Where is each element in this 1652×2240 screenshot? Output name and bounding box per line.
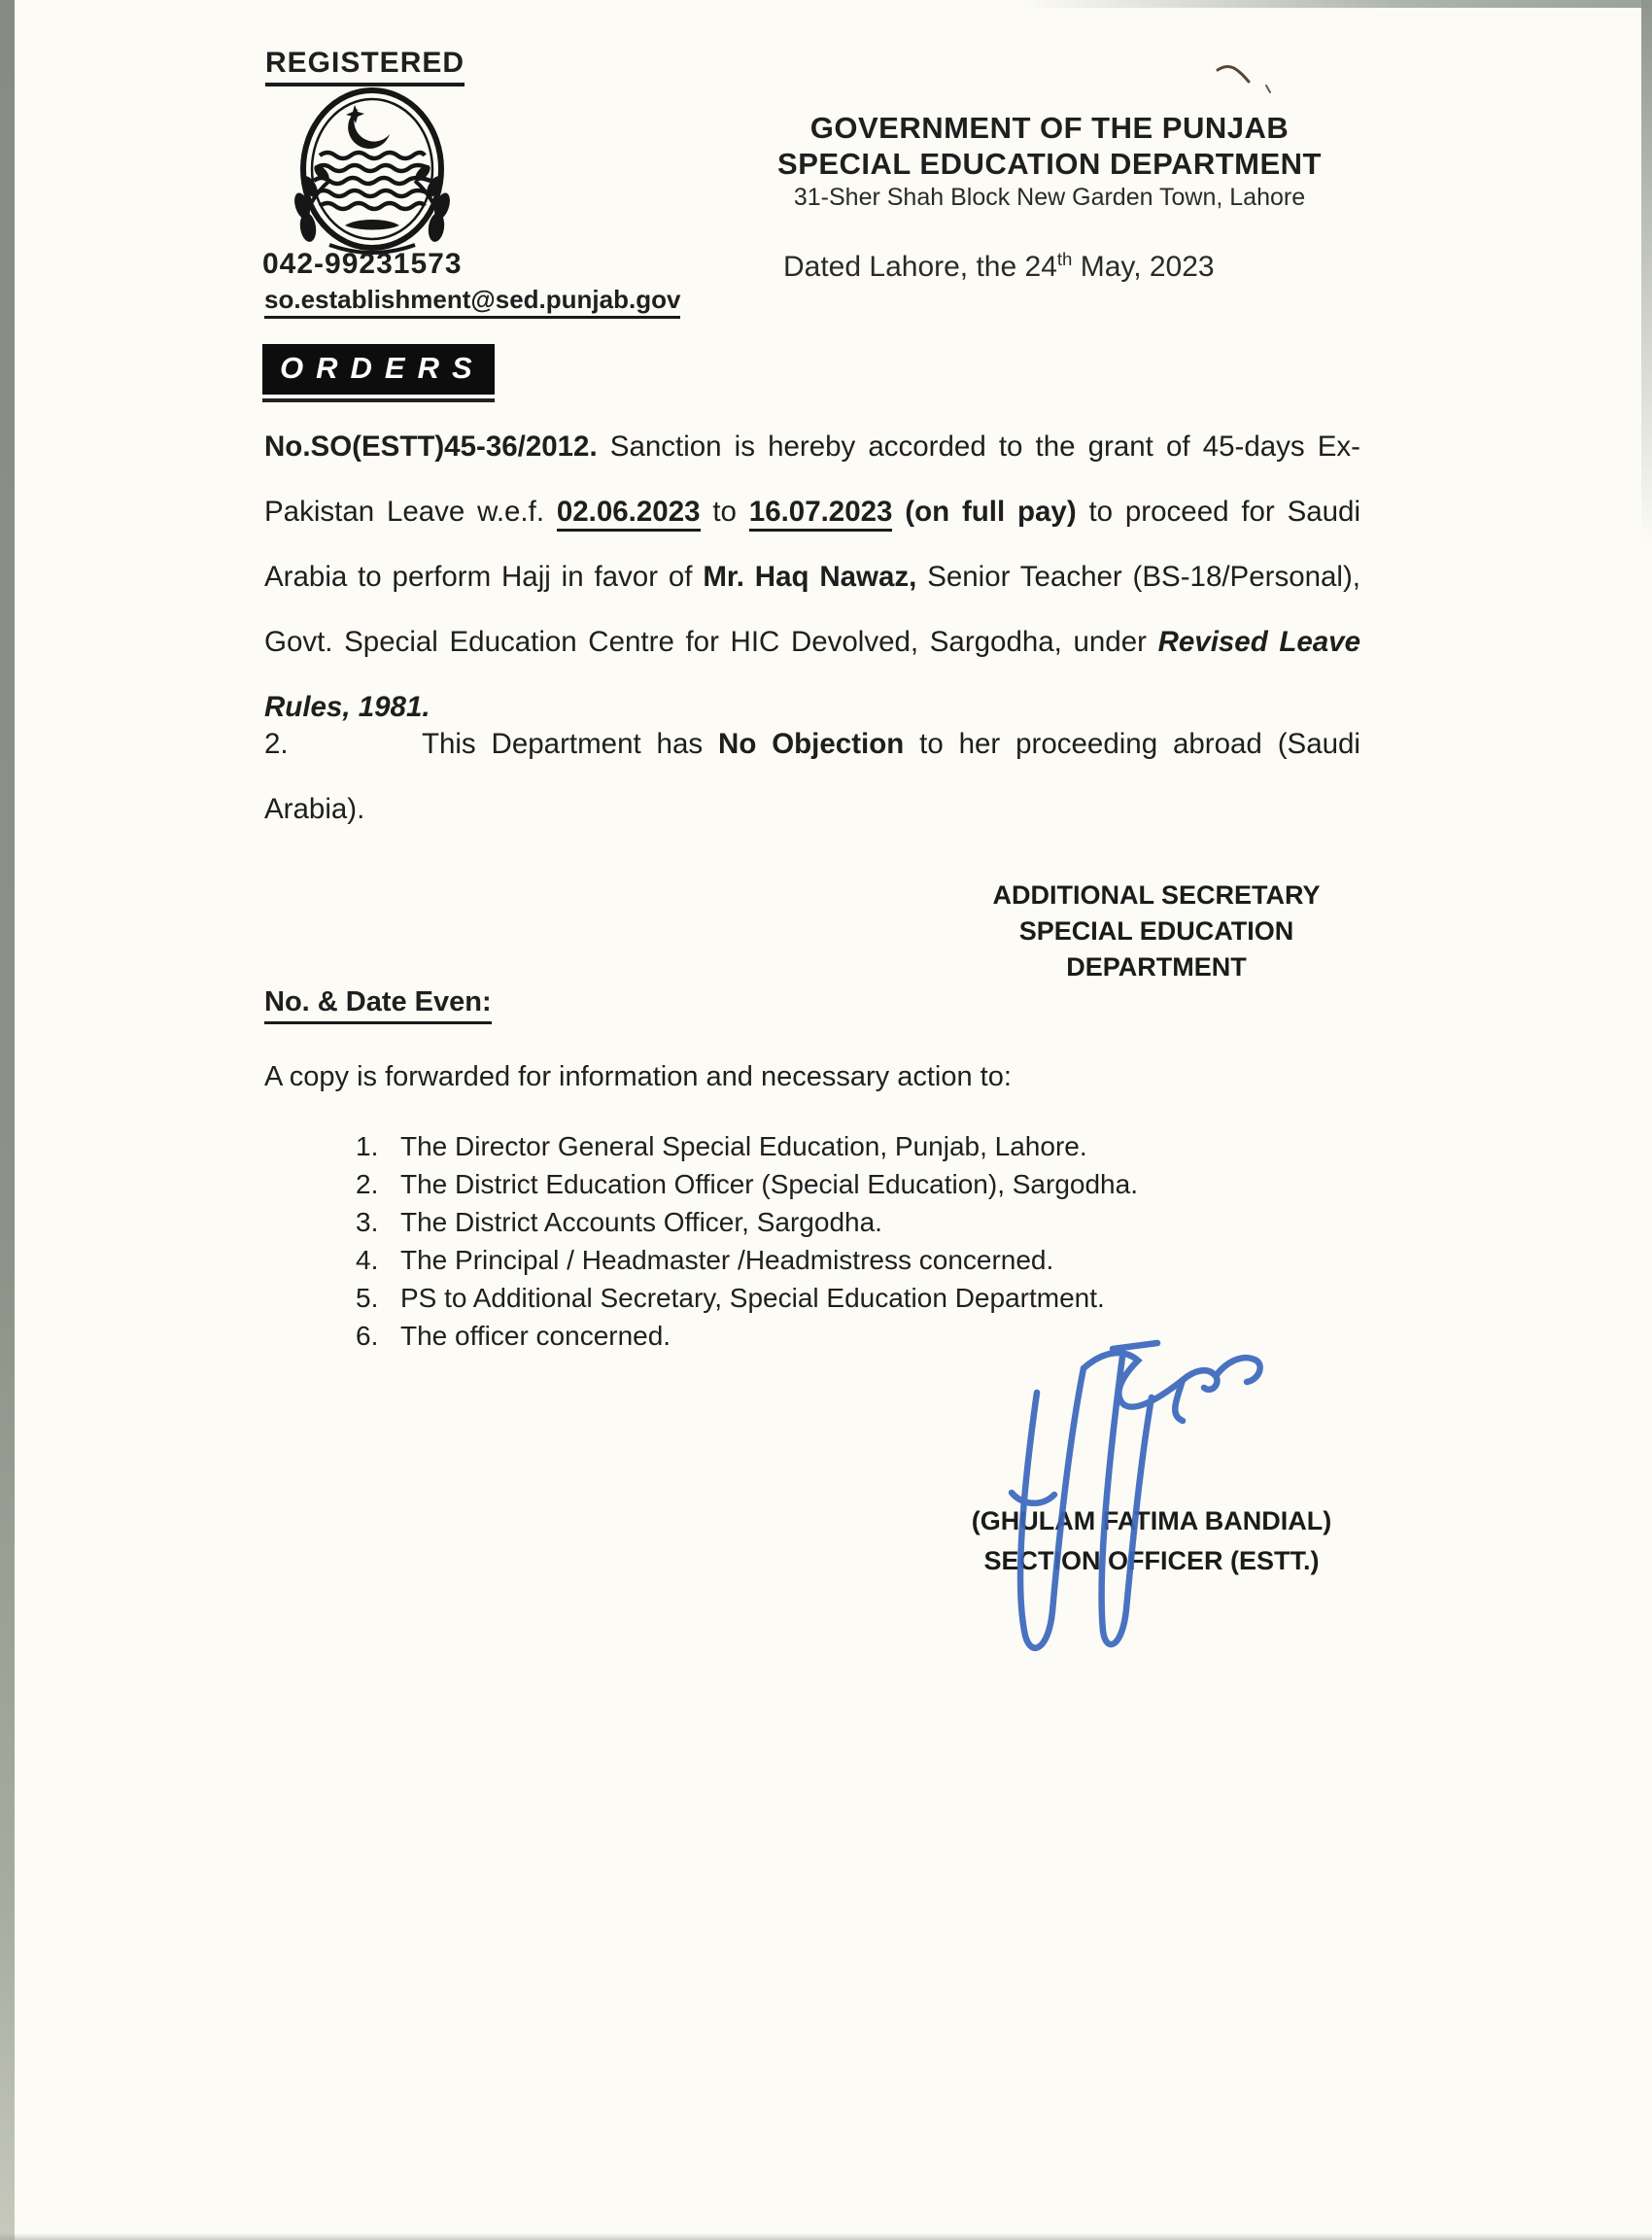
email-address: so.establishment@sed.punjab.gov [264, 285, 680, 319]
orders-heading-text: ORDERS [262, 344, 495, 395]
signatory-name: (GHULAM FATIMA BANDIAL) [971, 1506, 1332, 1535]
recipient-text: The District Education Officer (Special Education), Sargodha. [400, 1169, 1138, 1199]
recipients-list [356, 1127, 1138, 1355]
recipient-item-6 [356, 1317, 1138, 1355]
recipient-text: PS to Additional Secretary, Special Education Department. [400, 1283, 1105, 1313]
recipient-text: The Director General Special Education, Punjab, Lahore. [400, 1131, 1087, 1161]
recipient-text: The Principal / Headmaster /Headmistress concerned. [400, 1245, 1054, 1275]
punjab-government-crest [269, 84, 475, 268]
order-text: Sanction is hereby accorded to the grant of 45-days Ex-Pakistan Leave w.e.f. [264, 431, 1360, 528]
recipient-number: 5. [356, 1283, 379, 1313]
recipient-item-5 [356, 1279, 1138, 1317]
phone-number: 042-99231573 [262, 248, 463, 280]
leave-start-date: 02.06.2023 [557, 496, 701, 532]
no-and-date-label: No. & Date Even: [264, 986, 492, 1024]
recipient-item-1 [356, 1127, 1138, 1165]
department-title: SPECIAL EDUCATION DEPARTMENT [777, 147, 1322, 181]
order-text: to [712, 496, 737, 528]
scan-edge-top [1020, 0, 1652, 8]
signatory-block [928, 1501, 1375, 1581]
order-text: Senior Teacher (BS-18/Personal), Govt. Special Education Centre for HIC Devolved, Sargodha, under [264, 561, 1360, 658]
orders-heading [262, 344, 495, 402]
date-ordinal-suffix: th [1056, 249, 1073, 269]
recipient-number: 2. [356, 1169, 379, 1199]
recipient-number: 1. [356, 1131, 379, 1161]
recipient-number: 6. [356, 1321, 379, 1351]
order-paragraph [264, 414, 1360, 740]
authority-line: ADDITIONAL SECRETARY [992, 880, 1321, 910]
registered-label: REGISTERED [265, 47, 465, 86]
recipient-item-2 [356, 1165, 1138, 1203]
scan-edge-left [0, 0, 15, 2240]
recipient-text: The District Accounts Officer, Sargodha. [400, 1207, 882, 1237]
date-text: Dated Lahore, the 24 [783, 251, 1057, 283]
no-objection-text: No Objection [718, 728, 905, 760]
authority-line: SPECIAL EDUCATION [1018, 916, 1294, 946]
recipient-number: 4. [356, 1245, 379, 1275]
reference-number: No.SO(ESTT)45-36/2012. [264, 431, 598, 463]
scan-edge-right [1641, 0, 1652, 544]
paragraph-number: 2. [264, 728, 289, 760]
forwarding-line: A copy is forwarded for information and necessary action to: [264, 1061, 1012, 1092]
recipient-item-4 [356, 1241, 1138, 1279]
leave-end-date: 16.07.2023 [749, 496, 893, 532]
paragraph-text: This Department has [421, 728, 704, 760]
date-month-year: May, 2023 [1080, 251, 1215, 283]
authority-line: DEPARTMENT [1066, 952, 1247, 982]
order-text: to proceed for Saudi Arabia to perform Hajj in favor of [264, 496, 1361, 593]
date-line [783, 249, 1215, 284]
issuing-authority-block [981, 878, 1331, 985]
government-title: GOVERNMENT OF THE PUNJAB [809, 111, 1290, 145]
department-address: 31-Sher Shah Block New Garden Town, Lahore [793, 184, 1306, 211]
leave-rules-reference: Revised Leave Rules, 1981. [264, 626, 1360, 723]
stray-pen-mark [1210, 58, 1278, 102]
signatory-title: SECTION OFFICER (ESTT.) [983, 1546, 1320, 1575]
pay-status: (on full pay) [905, 496, 1077, 528]
recipient-item-3 [356, 1203, 1138, 1241]
letterhead [739, 110, 1360, 213]
officer-name: Mr. Haq Nawaz, [703, 561, 917, 593]
recipient-text: The officer concerned. [400, 1321, 671, 1351]
scan-edge-bottom [0, 2233, 1652, 2240]
paragraph-text: to her proceeding abroad (Saudi Arabia). [264, 728, 1360, 825]
recipient-number: 3. [356, 1207, 379, 1237]
no-objection-paragraph [264, 711, 1360, 842]
